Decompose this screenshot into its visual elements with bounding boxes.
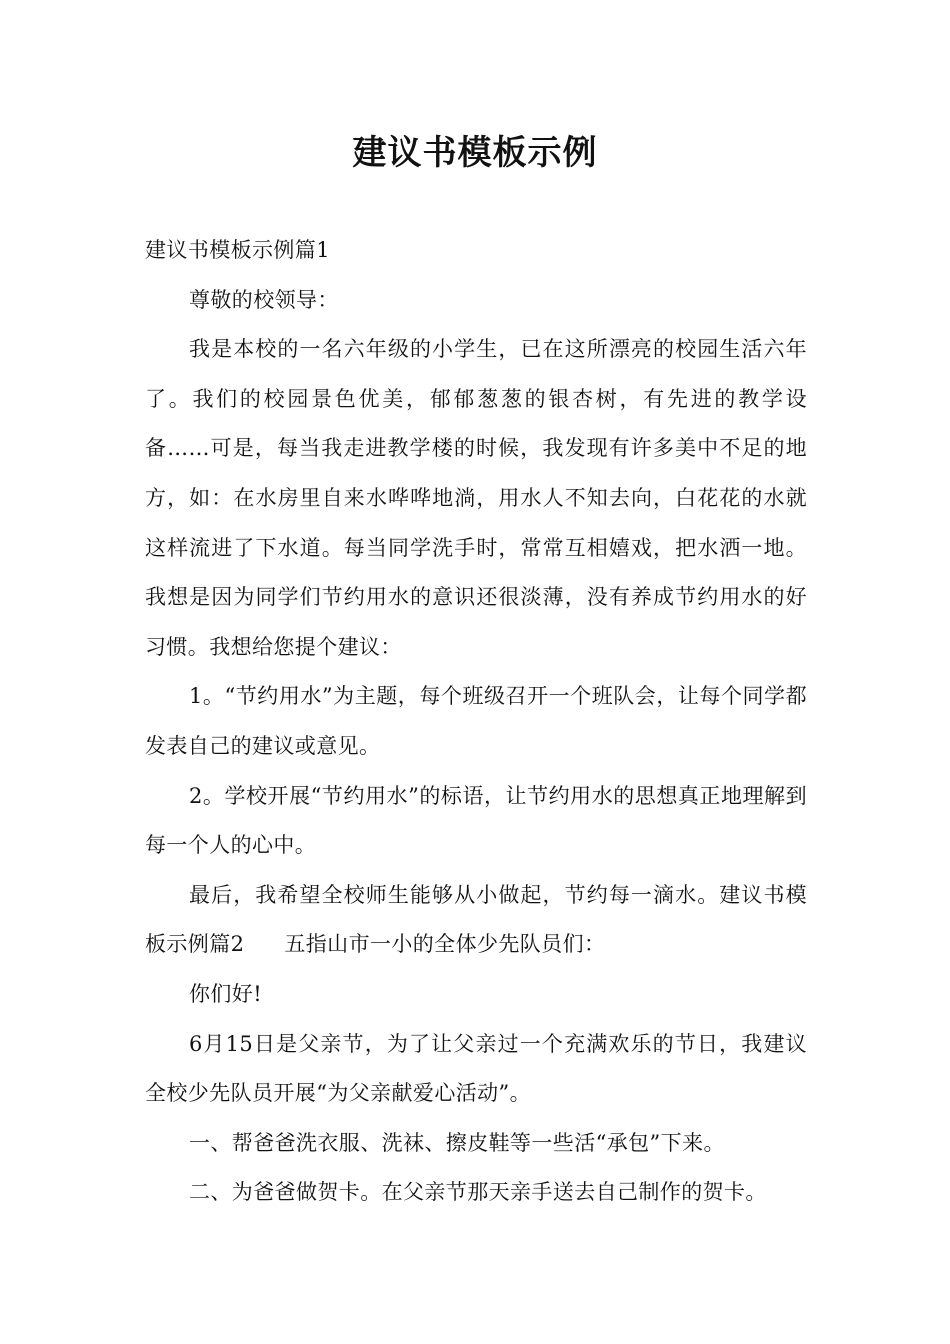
document-title: 建议书模板示例: [352, 133, 598, 173]
suggestion-item-1: 1。“节约用水”为主题，每个班级召开一个班队会，让每个同学都发表自己的建议或意见。: [145, 684, 807, 758]
suggestion-item-2: 2。学校开展“节约用水”的标语，让节约用水的思想真正地理解到每一个人的心中。: [145, 783, 807, 858]
closing-text: 最后，我希望全校师生能够从小做起，节约每一滴水。建议书模板示例篇2: [145, 882, 807, 957]
body-paragraph: 我是本校的一名六年级的小学生，已在这所漂亮的校园生活六年了。我们的校园景色优美，郁郁葱葱的银杏树，有先进的教学设备……可是，每当我走进教学楼的时候，我发现有许多美中不足的地方，如：在水房里自来水哗哗地淌，用水人不知去向，白花花的水就这样流进了下水道。每当同学洗手时，常常互相嬉戏，把水洒一地。我想是因为同学们节约用水的意识还很淡薄，没有养成节约用水的好习惯。我想给您提个建议：: [145, 337, 807, 659]
salutation: 尊敬的校领导：: [189, 287, 339, 312]
body-paragraph-2: 6月15日是父亲节，为了让父亲过一个充满欢乐的节日，我建议全校少先队员开展“为父亲献爱心活动”。: [145, 1031, 807, 1106]
closing-paragraph: [145, 871, 807, 970]
section-heading: 建议书模板示例篇1: [145, 238, 330, 262]
activity-point-2: 二、为爸爸做贺卡。在父亲节那天亲手送去自己制作的贺卡。: [189, 1180, 767, 1205]
activity-point-1: 一、帮爸爸洗衣服、洗袜、擦皮鞋等一些活“承包”下来。: [189, 1130, 725, 1155]
addressee: 五指山市一小的全体少先队员们：: [284, 932, 606, 957]
greeting: 你们好!: [189, 981, 263, 1006]
document-body: [145, 226, 807, 1218]
